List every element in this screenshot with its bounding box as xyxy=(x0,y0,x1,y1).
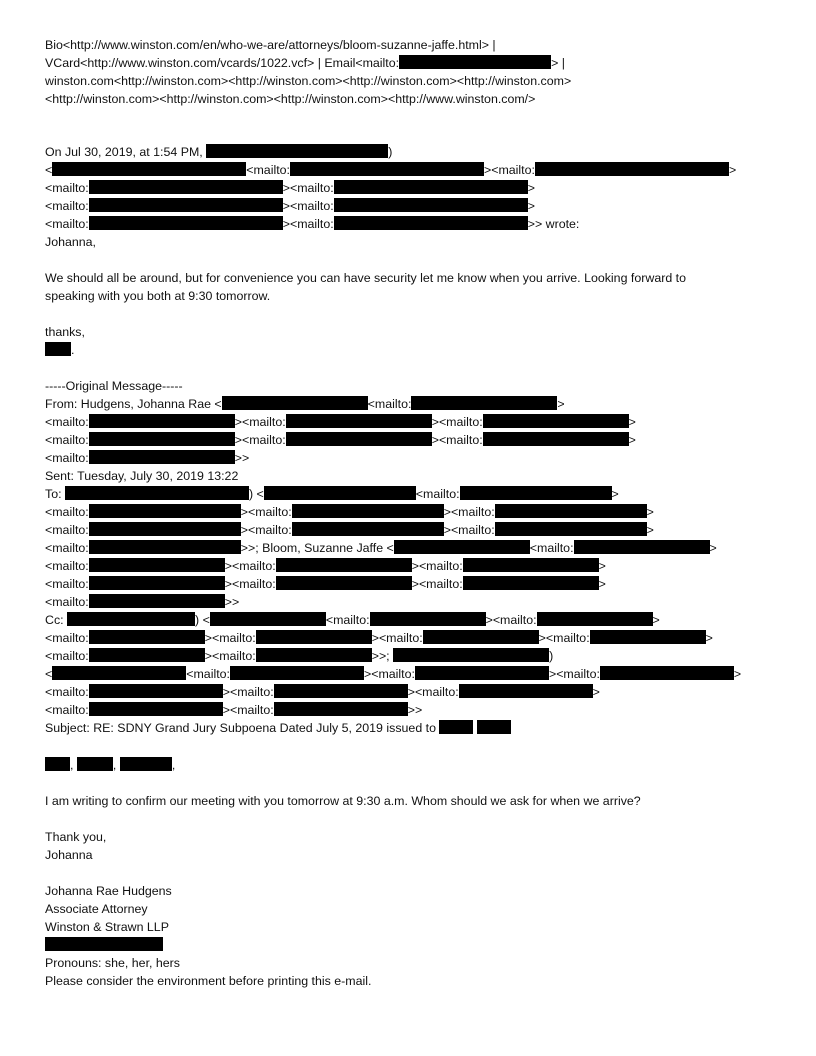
body-line: I am writing to confirm our meeting with you tomorrow at 9:30 a.m. Whom should we ask for when we arrive? xyxy=(45,794,641,808)
redaction-box xyxy=(89,648,205,662)
redaction-box xyxy=(415,666,549,680)
sender-name-line: Johanna xyxy=(45,848,93,862)
redaction-box xyxy=(286,414,432,428)
address-line: <mailto: ><mailto: ><mailto: > xyxy=(45,685,600,699)
address-line: <mailto: ><mailto: ><mailto: > xyxy=(45,433,636,447)
address-line: <mailto: ><mailto: >> wrote: xyxy=(45,217,580,231)
redaction-box xyxy=(600,666,734,680)
wrote-line: On Jul 30, 2019, at 1:54 PM, ) xyxy=(45,145,393,159)
divider-line: -----Original Message----- xyxy=(45,379,183,393)
address-line: < <mailto: ><mailto: > xyxy=(45,163,737,177)
address-line: <mailto: ><mailto: ><mailto: > xyxy=(45,559,606,573)
redaction-box xyxy=(334,198,528,212)
signature-firm: Winston & Strawn LLP xyxy=(45,920,169,934)
redaction-box xyxy=(206,144,388,158)
vcard-email-line: VCard<http://www.winston.com/vcards/1022.vcf> | Email<mailto: > | xyxy=(45,56,565,70)
address-line: <mailto: ><mailto: ><mailto: > xyxy=(45,505,654,519)
bloom-line: <mailto: >>; Bloom, Suzanne Jaffe < <mailto: > xyxy=(45,541,717,555)
address-line: <mailto: ><mailto: > xyxy=(45,199,535,213)
redaction-box xyxy=(292,504,444,518)
signature-redacted xyxy=(45,936,785,954)
cc-line: Cc: ) < <mailto: ><mailto: > xyxy=(45,613,660,627)
redaction-box xyxy=(256,648,372,662)
body-line: speaking with you both at 9:30 tomorrow. xyxy=(45,289,271,303)
body-line: We should all be around, but for convenience you can have security let me know when you arrive. Looking forward to xyxy=(45,271,687,285)
redaction-box xyxy=(77,757,113,771)
redaction-box xyxy=(393,648,549,662)
signature-environment-note: Please consider the environment before printing this e-mail. xyxy=(45,974,372,988)
website-links-line: <http://winston.com><http://winston.com><http://winston.com><http://www.winston.com/> xyxy=(45,92,536,106)
sender-line: . xyxy=(45,341,785,359)
redaction-box xyxy=(89,558,225,572)
redaction-box xyxy=(460,486,612,500)
redaction-box xyxy=(290,162,484,176)
redaction-box xyxy=(89,180,283,194)
original-message-header xyxy=(45,377,785,737)
redaction-box xyxy=(463,576,599,590)
redaction-box xyxy=(89,540,241,554)
address-line: <mailto: >> xyxy=(45,451,250,465)
reply-body xyxy=(45,269,785,305)
redaction-box xyxy=(477,720,511,734)
redaction-box xyxy=(264,486,416,500)
redaction-box xyxy=(423,630,539,644)
thank-you-line: Thank you, xyxy=(45,830,107,844)
address-line: <mailto: ><mailto: >>; ) xyxy=(45,649,554,663)
redaction-box xyxy=(370,612,486,626)
redaction-box xyxy=(45,757,70,771)
address-line: <mailto: ><mailto: ><mailto: > xyxy=(45,577,606,591)
sent-line: Sent: Tuesday, July 30, 2019 13:22 xyxy=(45,469,239,483)
redaction-box xyxy=(89,630,205,644)
redaction-box xyxy=(495,522,647,536)
redaction-box xyxy=(230,666,364,680)
salutation xyxy=(45,756,785,774)
redaction-box xyxy=(120,757,172,771)
signature-block xyxy=(45,882,785,990)
redaction-box xyxy=(89,432,235,446)
redaction-box xyxy=(483,414,629,428)
redaction-box xyxy=(411,396,557,410)
redaction-box xyxy=(89,522,241,536)
redaction-box xyxy=(256,630,372,644)
signature-pronouns: Pronouns: she, her, hers xyxy=(45,956,181,970)
redaction-box xyxy=(537,612,653,626)
greeting: Johanna, xyxy=(45,235,96,249)
redaction-box xyxy=(45,937,163,951)
redaction-box xyxy=(459,684,593,698)
redaction-box xyxy=(483,432,629,446)
redaction-box xyxy=(574,540,710,554)
redaction-box xyxy=(89,414,235,428)
redaction-box xyxy=(394,540,530,554)
thanks-line: thanks, xyxy=(45,325,85,339)
reply-signoff xyxy=(45,323,785,359)
header-links xyxy=(45,36,785,108)
redaction-box xyxy=(286,432,432,446)
redaction-box xyxy=(495,504,647,518)
address-line: <mailto: ><mailto: ><mailto: ><mailto: > xyxy=(45,631,713,645)
redaction-box xyxy=(276,558,412,572)
redaction-box xyxy=(89,594,225,608)
redaction-box xyxy=(89,684,223,698)
redaction-box xyxy=(276,576,412,590)
redaction-box xyxy=(89,198,283,212)
redaction-box xyxy=(334,216,528,230)
redaction-box xyxy=(52,162,246,176)
redaction-box xyxy=(65,486,249,500)
redaction-box xyxy=(399,55,551,69)
redaction-box xyxy=(274,684,408,698)
address-line: <mailto: ><mailto: ><mailto: > xyxy=(45,415,636,429)
website-links-line: winston.com<http://winston.com><http://winston.com><http://winston.com><http://winston.com> xyxy=(45,74,572,88)
redaction-box xyxy=(222,396,368,410)
address-line: <mailto: ><mailto: > xyxy=(45,181,535,195)
reply-header xyxy=(45,143,785,251)
redaction-box xyxy=(463,558,599,572)
redaction-box xyxy=(89,576,225,590)
from-line: From: Hudgens, Johanna Rae < <mailto: > xyxy=(45,397,565,411)
redaction-box xyxy=(89,450,235,464)
redaction-box xyxy=(590,630,706,644)
to-line: To: ) < <mailto: > xyxy=(45,487,619,501)
redaction-box xyxy=(292,522,444,536)
salutation-line: , , , xyxy=(45,756,785,774)
address-line: < <mailto: ><mailto: ><mailto: > xyxy=(45,667,742,681)
redaction-box xyxy=(89,702,223,716)
redaction-box xyxy=(210,612,326,626)
address-line: <mailto: ><mailto: ><mailto: > xyxy=(45,523,654,537)
redaction-box xyxy=(334,180,528,194)
address-line: <mailto: ><mailto: >> xyxy=(45,703,423,717)
original-signoff xyxy=(45,828,785,864)
redaction-box xyxy=(439,720,473,734)
redaction-box xyxy=(535,162,729,176)
bio-link-line: Bio<http://www.winston.com/en/who-we-are/attorneys/bloom-suzanne-jaffe.html> | xyxy=(45,38,496,52)
redaction-box xyxy=(67,612,195,626)
subject-line: Subject: RE: SDNY Grand Jury Subpoena Dated July 5, 2019 issued to xyxy=(45,719,785,737)
signature-title: Associate Attorney xyxy=(45,902,148,916)
signature-name: Johanna Rae Hudgens xyxy=(45,884,172,898)
redaction-box xyxy=(89,216,283,230)
redaction-box xyxy=(45,342,71,356)
redaction-box xyxy=(52,666,186,680)
address-line: <mailto: >> xyxy=(45,595,240,609)
original-body xyxy=(45,792,785,810)
redaction-box xyxy=(274,702,408,716)
redaction-box xyxy=(89,504,241,518)
